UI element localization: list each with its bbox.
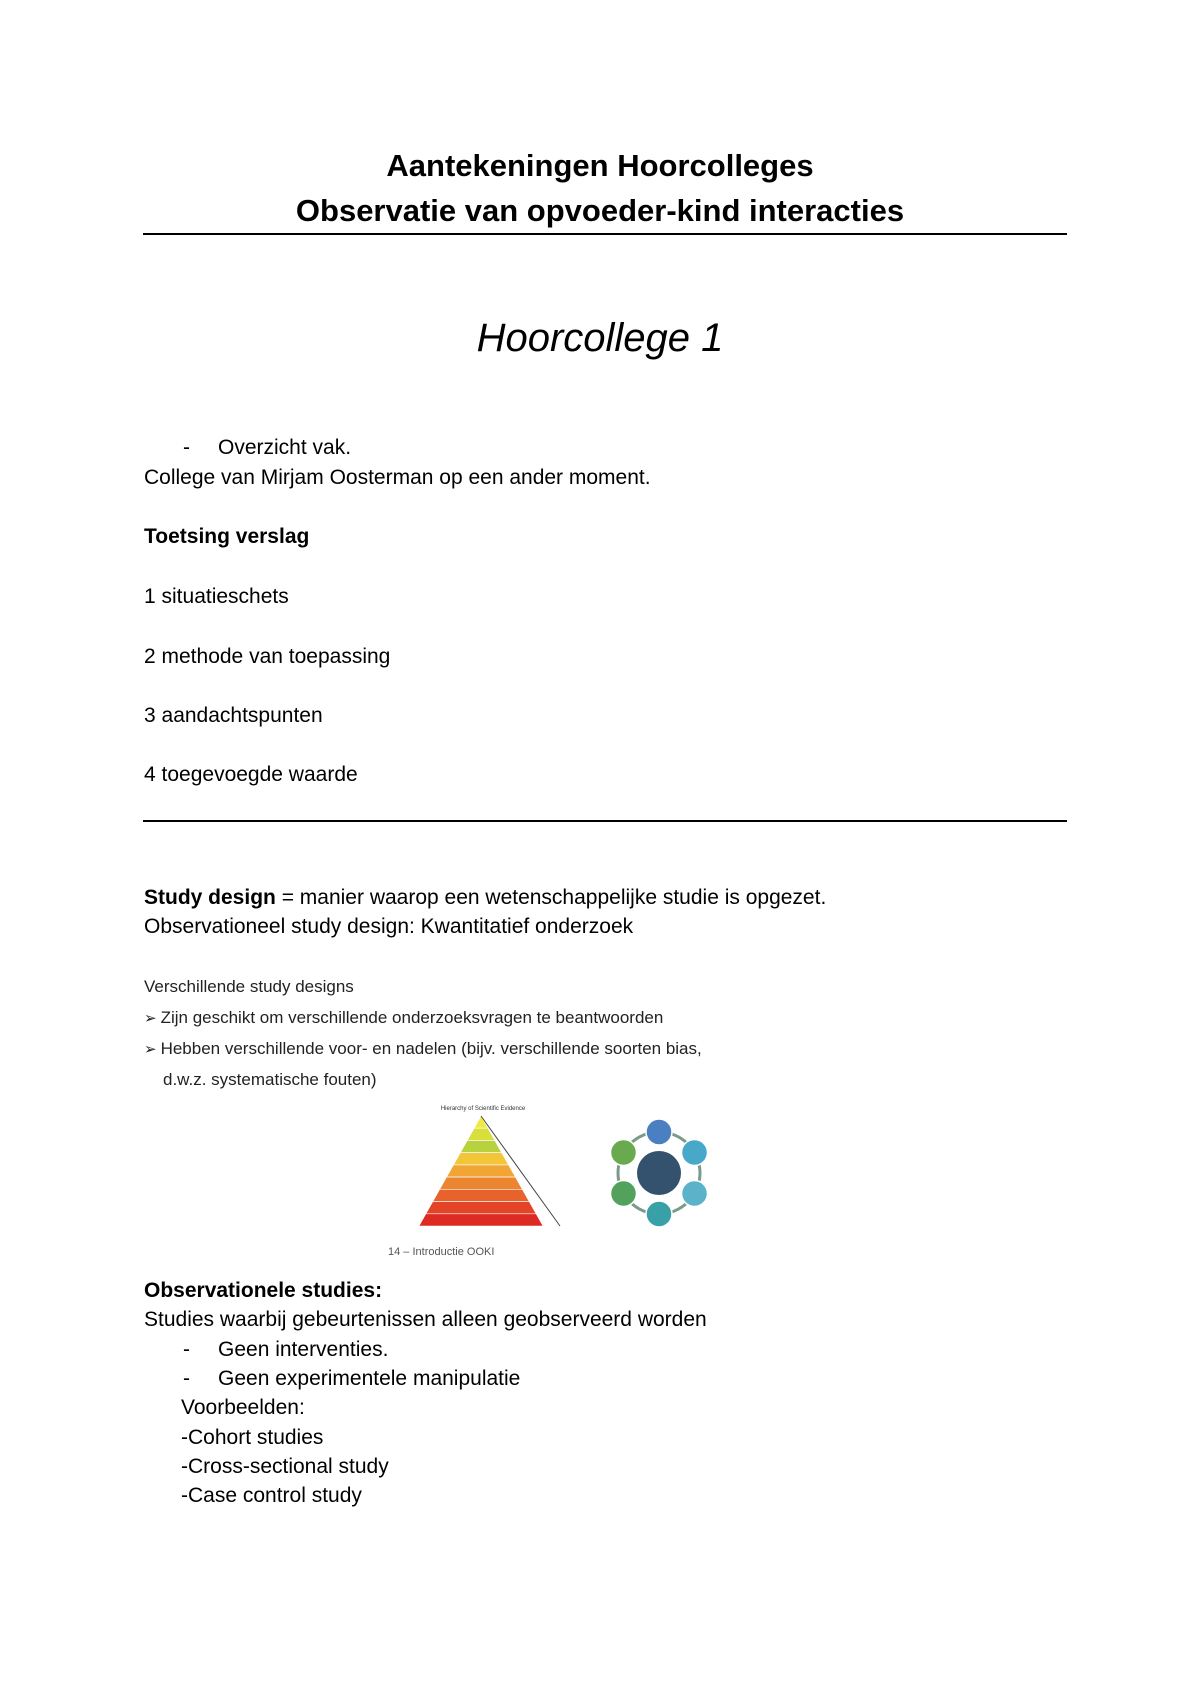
pyramid-layer [426, 1202, 536, 1214]
toetsing-item: 2 methode van toepassing [144, 645, 391, 668]
section-divider [143, 820, 1067, 822]
toetsing-item: 3 aandachtspunten [144, 704, 323, 727]
document-title-line2: Observatie van opvoeder-kind interacties [295, 193, 905, 228]
section-heading-hoorcollege-1: Hoorcollege 1 [476, 316, 724, 360]
slide-point: ➢ Zijn geschikt om verschillende onderzoeksvragen te beantwoorden [144, 1008, 664, 1027]
observational-studies-definition: Studies waarbij gebeurtenissen alleen geobserveerd worden [144, 1308, 707, 1331]
cycle-diagram [595, 1112, 723, 1239]
cycle-node [610, 1140, 636, 1166]
cycle-center-node [637, 1151, 681, 1195]
slide-caption: 14 – Introductie OOKI [388, 1246, 495, 1258]
pyramid-title: Hierarchy of Scientific Evidence [440, 1106, 526, 1112]
study-design-def: = manier waarop een wetenschappelijke studie is opgezet. [275, 886, 827, 909]
toetsing-heading: Toetsing verslag [144, 525, 310, 548]
pyramid-layer [440, 1177, 523, 1189]
arrow-icon: ➢ [144, 1041, 157, 1058]
bullet-geen-manipulatie: Geen experimentele manipulatie [218, 1367, 521, 1390]
pyramid-layer [419, 1214, 543, 1226]
bullet-overzicht: Overzicht vak. [218, 436, 352, 459]
bullet-dash: - [183, 1367, 190, 1390]
example-item: -Cross-sectional study [181, 1455, 389, 1478]
arrow-icon: ➢ [144, 1010, 157, 1027]
bullet-dash: - [183, 1338, 190, 1361]
study-design-term: Study design [144, 886, 276, 909]
pyramid-layer [460, 1140, 501, 1152]
pyramid-chart [418, 1112, 568, 1230]
toetsing-item: 4 toegevoegde waarde [144, 763, 358, 786]
slide-title: Verschillende study designs [144, 977, 354, 996]
cycle-node [682, 1140, 708, 1166]
header-divider [143, 233, 1067, 235]
pyramid-figure [418, 1106, 568, 1235]
slide-point: ➢ Hebben verschillende voor- en nadelen (bijv. verschillende soorten bias, [144, 1039, 702, 1058]
example-item: -Case control study [181, 1484, 362, 1507]
pyramid-layer [453, 1153, 508, 1165]
toetsing-item: 1 situatieschets [144, 585, 289, 608]
study-design-definition [144, 886, 826, 910]
pyramid-layer [433, 1189, 529, 1201]
note-college: College van Mirjam Oosterman op een ander moment. [144, 466, 651, 489]
cycle-node [682, 1181, 708, 1207]
cycle-node [646, 1119, 672, 1145]
slide-point-continuation: d.w.z. systematische fouten) [163, 1070, 377, 1089]
examples-label: Voorbeelden: [181, 1396, 305, 1419]
document-title-line1: Aantekeningen Hoorcolleges [386, 148, 814, 183]
observational-design-line: Observationeel study design: Kwantitatief onderzoek [144, 915, 634, 938]
cycle-node [610, 1181, 636, 1207]
example-item: -Cohort studies [181, 1426, 324, 1449]
observational-studies-heading: Observationele studies: [144, 1279, 383, 1302]
bullet-geen-interventies: Geen interventies. [218, 1338, 389, 1361]
study-designs-cycle [595, 1112, 723, 1234]
bullet-dash: - [183, 436, 190, 459]
cycle-node [646, 1201, 672, 1227]
pyramid-layer [447, 1165, 516, 1177]
